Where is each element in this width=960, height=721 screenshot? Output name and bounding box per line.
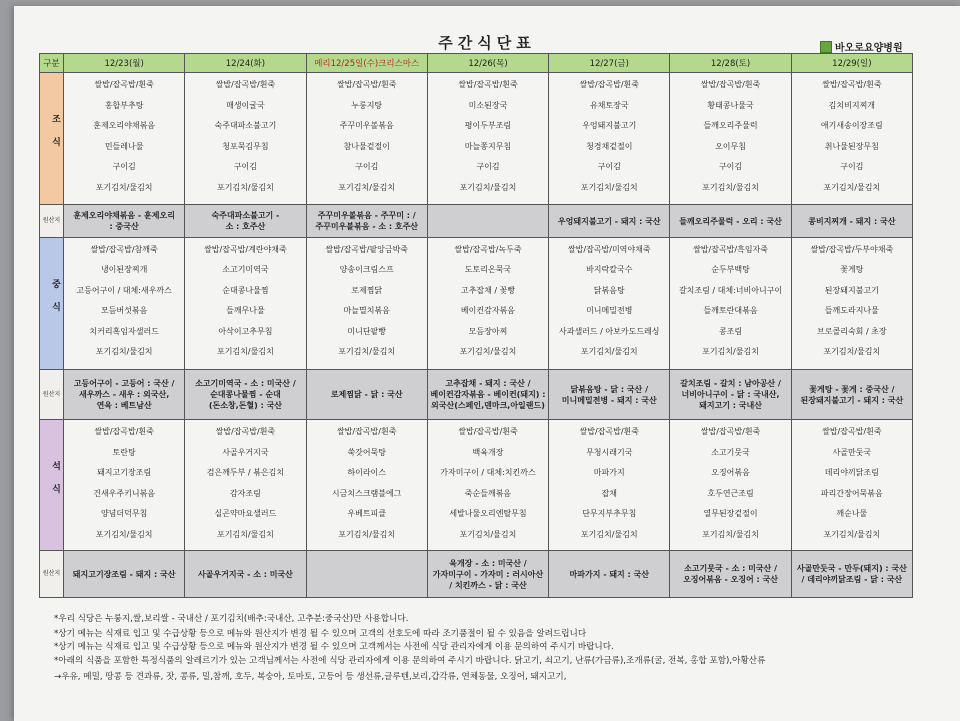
menu-item: 콩조림 <box>718 326 743 336</box>
menu-item: 포기김치/물김치 <box>338 529 396 539</box>
meal-cell <box>791 73 912 205</box>
origin-cell <box>670 551 791 598</box>
section-label-cell <box>40 73 64 205</box>
meal-cell <box>549 238 670 370</box>
section-label-cell <box>40 238 64 370</box>
menu-item: 포기김치/물김치 <box>702 346 759 356</box>
menu-item: 포기김치/물김치 <box>823 529 881 539</box>
day-header: 12/24(화) <box>185 54 306 73</box>
origin-line: 마파가지 - 돼지 : 국산 <box>569 569 649 579</box>
menu-item: 백육개장 <box>472 447 504 457</box>
weekly-menu-table <box>39 53 913 598</box>
menu-item: 열무된장겉절이 <box>703 509 758 518</box>
origin-cell <box>185 551 306 598</box>
menu-item: 청경채겉절이 <box>586 141 633 151</box>
menu-item: 매생이굴국 <box>226 100 265 110</box>
origin-line: / 치킨까스 - 닭 : 국산 <box>449 580 527 590</box>
breakfast-row <box>40 73 913 205</box>
menu-item: 냉이된장찌개 <box>100 265 148 275</box>
menu-item: 순대콩나물찜 <box>222 285 269 295</box>
origin-cell <box>427 551 548 598</box>
menu-item: 구이김 <box>718 162 743 171</box>
meal-cell <box>670 238 791 370</box>
menu-item: 무청시래기국 <box>586 447 633 457</box>
menu-item: 마늘멸치볶음 <box>343 306 390 316</box>
menu-item: 청포묵김무침 <box>222 141 269 151</box>
menu-item: 브로콜리숙회 / 초장 <box>817 326 887 336</box>
origin-cell <box>64 551 185 598</box>
day-header: 12/23(월) <box>64 54 185 73</box>
menu-item: 취나물된장무침 <box>824 141 879 151</box>
day-header-holiday: 메리12/25일(수)크리스마스 <box>306 54 427 73</box>
corner-label: 구분 <box>40 54 64 73</box>
menu-item: 포기김치/물김치 <box>217 182 274 192</box>
origin-line: 우엉돼지불고기 - 돼지 : 국산 <box>557 216 661 226</box>
meal-cell <box>791 420 912 551</box>
menu-item: 홍합부추탕 <box>104 100 144 110</box>
menu-item: 평이두부조림 <box>464 121 512 130</box>
meal-cell <box>427 420 548 551</box>
menu-item: 세발나물오리엔탈무침 <box>449 509 527 518</box>
origin-line: 소고기미역국 - 소 : 미국산 / <box>195 379 296 388</box>
menu-item: 황태콩나물국 <box>707 100 754 110</box>
menu-item: 바지락칼국수 <box>586 265 633 275</box>
dinner-origin-row <box>40 551 913 598</box>
day-header: 12/28(토) <box>670 54 791 73</box>
origin-cell <box>549 205 670 238</box>
footnote: *상기 메뉴는 식재료 입고 및 수급상황 등으로 메뉴와 원산지가 변경 될 수 있으며 고객의 선호도에 따라 조기품절이 될 수 있음을 알려드립니다 <box>54 629 587 639</box>
meal-cell <box>427 238 548 370</box>
origin-line: 갈치조림 - 갈치 : 남아공산 / <box>680 379 781 388</box>
menu-item: 구이김 <box>355 162 379 171</box>
dinner-row <box>40 420 913 551</box>
menu-item: 포기김치/물김치 <box>580 529 638 539</box>
meal-cell <box>427 73 548 205</box>
menu-item: 치커리혹임자샐러드 <box>89 326 159 336</box>
origin-line: 순대콩나물찜 - 순대 <box>210 390 281 399</box>
footnote: *상기 메뉴는 식재료 입고 및 수급상황 등으로 메뉴와 원산지가 변경 될 수 있으며 고객께서는 사전에 식당 관리자에게 이용 문의하여 주시기 바랍니다. <box>54 642 614 652</box>
menu-item: 사과샐러드 / 아보카도드레싱 <box>559 326 660 336</box>
meal-cell <box>185 73 306 205</box>
menu-item: 쌀밥/잡곡밥/흰죽 <box>458 427 518 436</box>
menu-item: 마파가지 <box>593 468 625 477</box>
day-header: 12/27(금) <box>549 54 670 73</box>
menu-item: 포기김치/물김치 <box>217 346 274 356</box>
menu-item: 마늘쫑지무침 <box>464 141 512 151</box>
menu-item: 쌀밥/잡곡밥/참깨죽 <box>90 245 158 254</box>
origin-line: 소고기뭇국 - 소 : 미국산 / <box>684 564 777 573</box>
section-label-cell <box>40 370 64 420</box>
menu-item: 훈제오리야채볶음 <box>93 121 156 130</box>
meal-cell <box>185 238 306 370</box>
menu-item: 시금치스크램블에그 <box>331 488 402 498</box>
menu-item: 쌀밥/잡곡밥/흰죽 <box>822 427 882 436</box>
origin-cell <box>306 551 427 598</box>
menu-item: 누룽지탕 <box>351 100 383 110</box>
origin-line: 꽃게탕 - 꽃게 : 중국산 / <box>809 384 895 394</box>
menu-item: 고등어구이 / 대체:새우까스 <box>76 285 172 295</box>
meal-cell <box>670 73 791 205</box>
origin-line: 사골우거지국 - 소 : 미국산 <box>197 569 293 579</box>
origin-label: 원산지 <box>42 390 61 398</box>
lunch-row <box>40 238 913 370</box>
breakfast-origin-row <box>40 205 913 238</box>
menu-item: 검은깨두부 / 볶은김치 <box>206 468 285 477</box>
menu-item: 건새우주키니볶음 <box>93 488 156 498</box>
page-title: 주간식단표 <box>438 34 536 52</box>
origin-line: 외국산(스페인,덴마크,아일랜드) <box>431 401 545 410</box>
menu-item: 미니단팥빵 <box>347 326 387 336</box>
menu-item: 쌀밥/잡곡밥/계란야채죽 <box>204 245 287 254</box>
menu-item: 쌀밥/잡곡밥/미역야채죽 <box>567 245 651 254</box>
origin-cell <box>791 551 912 598</box>
menu-item: 쌀밥/잡곡밥/녹두죽 <box>454 245 522 254</box>
menu-item: 유채토장국 <box>589 100 629 110</box>
origin-line: 주꾸미우볼볶음 - 소 : 호주산 <box>315 222 419 231</box>
menu-item: 쌀밥/잡곡밥/흰죽 <box>579 427 640 436</box>
origin-line: 고추잡채 - 돼지 : 국산 / <box>445 379 531 388</box>
origin-line: 새우까스 - 새우 : 외국산, <box>79 390 170 399</box>
menu-item: 들깨오리주물럭 <box>703 121 758 130</box>
origin-cell <box>791 205 912 238</box>
hospital-logo <box>820 39 903 54</box>
origin-label: 원산지 <box>42 570 61 577</box>
menu-item: 갈치조림 / 대체:너비아니구이 <box>678 285 783 295</box>
menu-item: 소고기미역국 <box>222 265 269 275</box>
menu-item: 우엉돼지불고기 <box>582 121 637 130</box>
menu-item: 포기김치/물김치 <box>95 182 153 192</box>
menu-item: 죽순들깨볶음 <box>464 488 512 498</box>
menu-item: 돼지고기장조림 <box>97 468 152 477</box>
origin-line: 돼지고기장조림 - 돼지 : 국산 <box>72 569 176 579</box>
menu-item: 미니메밀전병 <box>586 306 633 316</box>
menu-item: 포기김치/물김치 <box>95 346 153 356</box>
menu-item: 쌀밥/잡곡밥/흑임자죽 <box>693 245 769 254</box>
menu-item: 주꾸미우볼볶음 <box>339 121 394 130</box>
meal-cell <box>549 73 670 205</box>
menu-item: 모듬장아찌 <box>468 326 508 336</box>
menu-item: 포기김치/물김치 <box>580 346 638 356</box>
origin-cell <box>64 205 185 238</box>
menu-item: 모듬버섯볶음 <box>100 306 148 316</box>
menu-item: 쌀밥/잡곡밥/흰죽 <box>822 80 882 89</box>
menu-item: 로제찜닭 <box>351 285 383 295</box>
origin-line: / 데리야끼닭조림 - 닭 : 국산 <box>801 575 903 584</box>
menu-item: 된장돼지불고기 <box>824 285 879 295</box>
menu-item: 가자미구이 / 대체:치킨까스 <box>440 468 536 477</box>
menu-item: 쌀밥/잡곡밥/두부야채죽 <box>810 245 894 254</box>
menu-item: 깨순나물 <box>836 509 868 518</box>
origin-line: : 중국산 <box>109 222 139 231</box>
origin-cell <box>64 370 185 420</box>
origin-cell <box>185 205 306 238</box>
menu-item: 쑥갓어묵탕 <box>347 447 387 457</box>
origin-line: 고등어구이 - 고등어 : 국산 / <box>73 379 175 388</box>
breakfast-label: 조식 <box>50 114 60 160</box>
origin-cell <box>427 205 548 238</box>
menu-item: 구이김 <box>840 162 864 171</box>
origin-line: 미니메밀전병 - 돼지 : 국산 <box>561 395 657 405</box>
footnote: →우유, 메밀, 땅콩 등 견과류, 잣, 콩류, 밀,참깨, 호두, 복숭아, 토마토, 고등어 등 생선류,글루텐,보리,갑각류, 연체동물, 오징어, 돼지고기, <box>54 672 567 682</box>
menu-item: 포기김치/물김치 <box>459 182 517 192</box>
menu-item: 포기김치/물김치 <box>702 182 759 192</box>
menu-item: 참나물겉절이 <box>343 141 390 151</box>
origin-cell <box>185 370 306 420</box>
meal-cell <box>791 238 912 370</box>
menu-item: 오징어볶음 <box>711 468 750 477</box>
menu-item: 아삭이고추무침 <box>218 326 273 336</box>
meal-cell <box>549 420 670 551</box>
menu-item: 들깨무나물 <box>226 306 265 316</box>
footnote: *아래의 식품을 포함한 특정식품의 알레르기가 있는 고객님께서는 사전에 식당 관리자에게 이용 문의하여 주시기 바랍니다. 닭고기, 쇠고기, 난류(가금류),조개류(굴, 전복, 홍합 포함),아황산류 <box>54 656 766 666</box>
origin-line: (돈소창,돈혈) : 국산 <box>208 401 283 410</box>
menu-item: 쌀밥/잡곡밥/흰죽 <box>215 80 276 89</box>
menu-item: 구이김 <box>476 162 500 171</box>
menu-item: 잡채 <box>601 488 617 498</box>
menu-item: 쌀밥/잡곡밥/흰죽 <box>336 80 397 89</box>
menu-item: 실곤약마요샐러드 <box>214 509 277 518</box>
origin-line: 콩비지찌개 - 돼지 : 국산 <box>808 216 896 226</box>
day-header-row <box>40 54 913 73</box>
menu-item: 김치비지찌개 <box>828 100 876 110</box>
menu-item: 들깨토란대볶음 <box>703 306 758 316</box>
menu-item: 포기김치/물김치 <box>338 346 396 356</box>
menu-item: 도토리온묵국 <box>464 265 512 275</box>
section-label-cell <box>40 205 64 238</box>
origin-line: 베이컨감자볶음 - 베이컨(돼지) : <box>430 390 546 399</box>
menu-item: 쌀밥/잡곡밥/흰죽 <box>94 80 154 89</box>
menu-item: 감자조림 <box>229 488 261 498</box>
origin-line: 숙주대파소불고기 - <box>211 211 280 220</box>
menu-item: 양송이크림스프 <box>339 265 394 275</box>
day-header: 12/26(목) <box>427 54 548 73</box>
menu-item: 단무지부추무침 <box>582 509 637 518</box>
origin-line: 된장돼지불고기 - 돼지 : 국산 <box>800 395 904 405</box>
origin-line: 연육 : 베트남산 <box>96 401 152 410</box>
menu-item: 쌀밥/잡곡밥/흰죽 <box>700 427 761 436</box>
day-header: 12/29(일) <box>791 54 912 73</box>
menu-item: 포기김치/물김치 <box>702 529 759 539</box>
origin-cell <box>670 205 791 238</box>
menu-item: 미소된장국 <box>468 100 508 110</box>
menu-item: 하이라이스 <box>347 468 387 477</box>
menu-item: 구이김 <box>597 162 621 171</box>
menu-item: 포기김치/물김치 <box>95 529 153 539</box>
menu-item: 고추잡채 / 꽃빵 <box>460 285 516 295</box>
origin-cell <box>549 370 670 420</box>
meal-cell <box>64 238 185 370</box>
menu-item: 토란탕 <box>112 447 136 457</box>
meal-cell <box>670 420 791 551</box>
section-label-cell <box>40 551 64 598</box>
menu-item: 소고기뭇국 <box>711 447 750 457</box>
menu-item: 포기김치/물김치 <box>823 182 881 192</box>
menu-item: 민들레나물 <box>104 141 144 151</box>
menu-item: 포기김치/물김치 <box>459 529 517 539</box>
menu-item: 숙주대파소불고기 <box>214 121 277 130</box>
origin-line: 사골만둣국 - 만두(돼지) : 국산 <box>796 564 907 573</box>
menu-item: 포기김치/물김치 <box>217 529 274 539</box>
origin-cell <box>549 551 670 598</box>
origin-line: 너비아니구이 - 닭 : 국내산, <box>681 390 780 399</box>
origin-line: 가자미구이 - 가자미 : 러시아산 <box>432 569 544 579</box>
origin-cell <box>791 370 912 420</box>
meal-cell <box>306 73 427 205</box>
menu-item: 쌀밥/잡곡밥/흰죽 <box>215 427 276 436</box>
lunch-label: 중식 <box>50 279 60 325</box>
meal-cell <box>306 420 427 551</box>
menu-item: 쌀밥/잡곡밥/흰죽 <box>579 80 640 89</box>
menu-item: 오이무침 <box>715 141 746 151</box>
menu-item: 포기김치/물김치 <box>459 346 517 356</box>
menu-item: 구이김 <box>112 162 136 171</box>
menu-item: 쌀밥/잡곡밥/팥앙금박죽 <box>325 245 409 254</box>
origin-line: 닭볶음탕 - 닭 : 국산 / <box>570 384 648 394</box>
origin-label: 원산지 <box>42 217 61 224</box>
menu-item: 구이김 <box>233 162 258 171</box>
menu-item: 꽃게탕 <box>840 265 864 275</box>
menu-item: 쌀밥/잡곡밥/흰죽 <box>458 80 518 89</box>
menu-item: 포기김치/물김치 <box>338 182 396 192</box>
lunch-origin-row <box>40 370 913 420</box>
menu-item: 사골우거지국 <box>222 447 269 457</box>
menu-item: 호두연근조림 <box>707 488 754 498</box>
menu-item: 양념더덕무침 <box>100 509 148 518</box>
menu-item: 베이컨감자볶음 <box>460 306 516 316</box>
menu-item: 쌀밥/잡곡밥/흰죽 <box>94 427 154 436</box>
menu-item: 포기김치/물김치 <box>823 346 881 356</box>
menu-item: 우베트피클 <box>347 509 387 518</box>
origin-line: 돼지고기 : 국내산 <box>699 401 762 410</box>
meal-cell <box>64 420 185 551</box>
meal-cell <box>64 73 185 205</box>
menu-item: 순두부백탕 <box>711 265 750 275</box>
origin-cell <box>306 205 427 238</box>
menu-item: 파리간장어묵볶음 <box>820 488 883 498</box>
origin-cell <box>427 370 548 420</box>
menu-item: 들깨도라지나물 <box>824 306 879 316</box>
origin-line: 오징어볶음 - 오징어 : 국산 <box>683 575 779 584</box>
menu-item: 쌀밥/잡곡밥/흰죽 <box>700 80 761 89</box>
footnote: *우리 식당은 누룽지,쌀,보리쌀 - 국내산 / 포기김치(배추:국내산, 고추분:중국산)만 사용합니다. <box>54 614 409 624</box>
origin-line: 훈제오리야채볶음 - 훈제오리 <box>73 211 175 220</box>
menu-item: 애기새송이장조림 <box>820 121 883 130</box>
origin-line: 주꾸미우볼볶음 - 주꾸미 : / <box>317 211 416 220</box>
section-label-cell <box>40 420 64 551</box>
origin-line: 육개장 - 소 : 미국산 / <box>449 558 527 568</box>
menu-item: 닭볶음탕 <box>593 285 625 295</box>
origin-cell <box>670 370 791 420</box>
menu-item: 사골만둣국 <box>832 447 872 457</box>
logo-icon <box>820 41 832 53</box>
dinner-label: 석식 <box>50 460 60 507</box>
menu-item: 쌀밥/잡곡밥/흰죽 <box>336 427 397 436</box>
meal-cell <box>306 238 427 370</box>
meal-cell <box>185 420 306 551</box>
menu-item: 포기김치/물김치 <box>580 182 638 192</box>
menu-item: 데리야끼닭조림 <box>824 468 879 477</box>
origin-cell <box>306 370 427 420</box>
origin-line: 들깨오리주물럭 - 오리 : 국산 <box>679 216 782 226</box>
origin-line: 소 : 호주산 <box>225 222 266 231</box>
origin-line: 로제찜닭 - 닭 : 국산 <box>330 390 403 399</box>
logo-name: 바오로요양병원 <box>835 43 903 54</box>
